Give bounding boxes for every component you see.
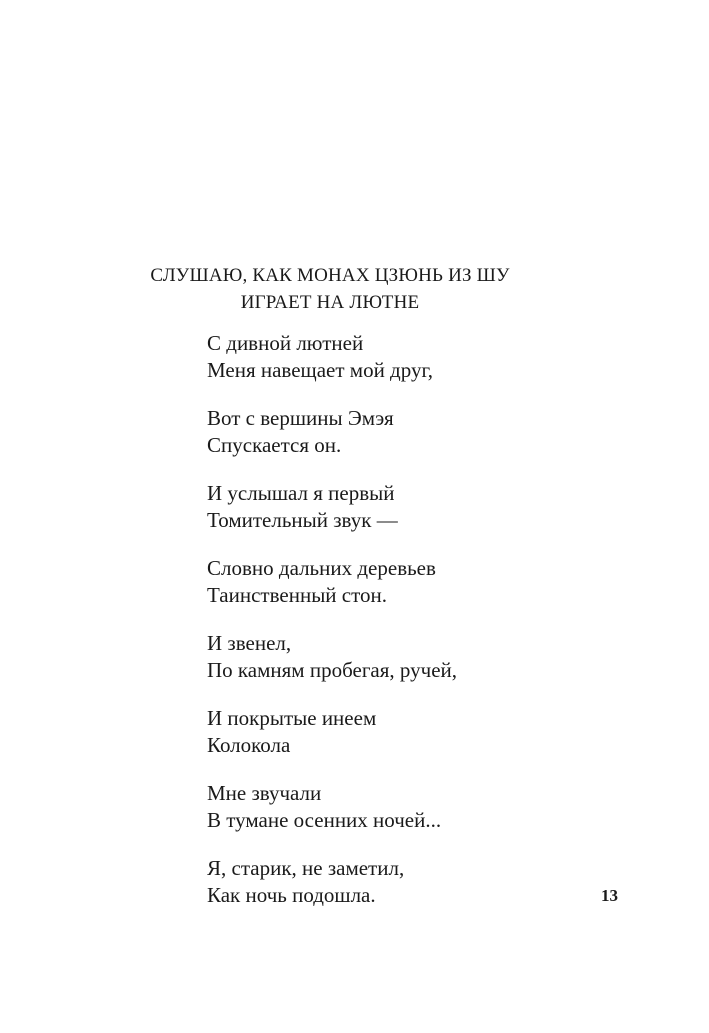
verse-line: Меня навещает мой друг, bbox=[207, 358, 433, 382]
page-number: 13 bbox=[601, 886, 618, 905]
verse-line: Вот с вершины Эмэя bbox=[207, 406, 394, 430]
verse-line: Мне звучали bbox=[207, 781, 322, 805]
verse-line: Как ночь подошла. bbox=[207, 883, 376, 907]
stanza-2 bbox=[207, 405, 587, 459]
poem-title-line-1: СЛУШАЮ, КАК МОНАХ ЦЗЮНЬ ИЗ ШУ bbox=[150, 265, 510, 286]
stanza-5 bbox=[207, 630, 587, 684]
verse-line: С дивной лютней bbox=[207, 331, 364, 355]
poem-title-line-2: ИГРАЕТ НА ЛЮТНЕ bbox=[240, 292, 420, 313]
verse-line: В тумане осенних ночей... bbox=[207, 808, 442, 832]
poem-title bbox=[120, 262, 540, 316]
verse-line: И услышал я первый bbox=[207, 481, 395, 505]
verse-line: По камням пробегая, ручей, bbox=[207, 658, 458, 682]
verse-line: И покрытые инеем bbox=[207, 706, 377, 730]
verse-line: И звенел, bbox=[207, 631, 292, 655]
stanza-6 bbox=[207, 705, 587, 759]
verse-line: Колокола bbox=[207, 733, 291, 757]
verse-line: Словно дальних деревьев bbox=[207, 556, 436, 580]
verse-line: Таинственный стон. bbox=[207, 583, 387, 607]
stanza-8 bbox=[207, 855, 587, 909]
stanza-4 bbox=[207, 555, 587, 609]
verse-line: Спускается он. bbox=[207, 433, 342, 457]
stanza-7 bbox=[207, 780, 587, 834]
poem-body bbox=[207, 330, 587, 930]
verse-line: Я, старик, не заметил, bbox=[207, 856, 405, 880]
verse-line: Томительный звук — bbox=[207, 508, 398, 532]
stanza-3 bbox=[207, 480, 587, 534]
stanza-1 bbox=[207, 330, 587, 384]
